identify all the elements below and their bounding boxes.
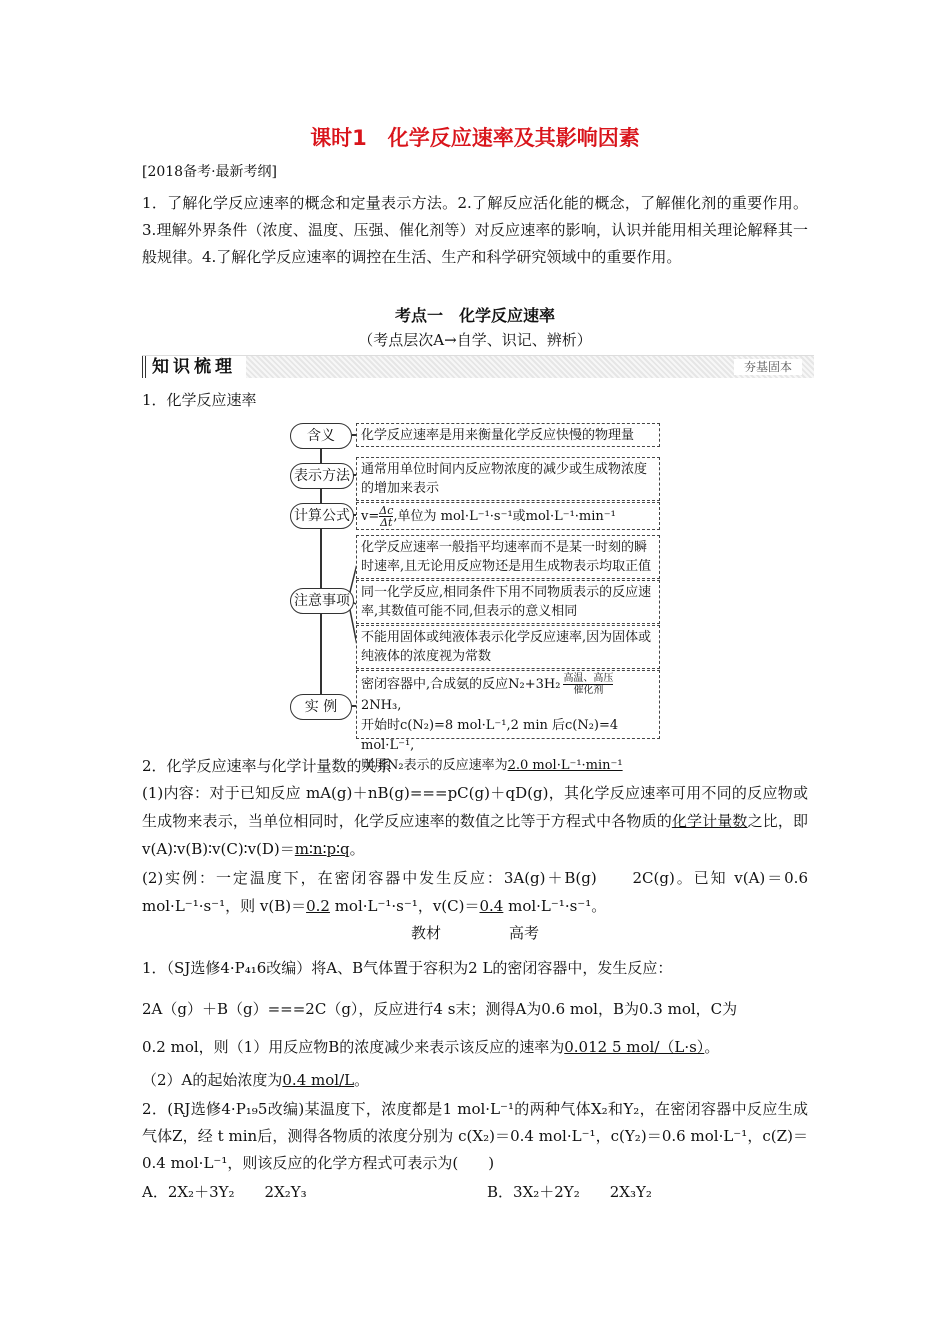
example-line2: 开始时c(N₂)=8 mol·L⁻¹,2 min 后c(N₂)=4 mol·L⁻¹, [361, 718, 619, 753]
q1-line2: 2A（g）＋B（g）===2C（g），反应进行4 s末；测得A为0.6 mol，B为0.3 mol，C为 [142, 1000, 738, 1018]
answer-vb: 0.2 [306, 897, 330, 915]
item2-heading: 2．化学反应速率与化学计量数的关系 [142, 757, 392, 775]
answer-coefficients: 化学计量数 [671, 812, 748, 830]
page-title: 课时1 化学反应速率及其影响因素 [310, 126, 640, 150]
box-expression: 通常用单位时间内反应物浓度的减少或生成物浓度的增加来表示 [356, 457, 660, 501]
section-subheading: （考点层次A→自学、识记、辨析） [358, 331, 592, 349]
box-formula [356, 502, 660, 530]
formula-fraction [379, 505, 393, 528]
box-meaning: 化学反应速率是用来衡量化学反应快慢的物理量 [356, 423, 660, 447]
example-condition: $\frac{\text{高温、高压}}{\text{催化剂}}$ [563, 673, 614, 696]
knowledge-banner [142, 355, 814, 378]
gaokao-label: 高考 [509, 924, 540, 942]
node-meaning: 含义 [290, 423, 352, 449]
box-example [356, 670, 660, 773]
answer-vc: 0.4 [479, 897, 504, 915]
node-formula: 计算公式 [290, 503, 354, 529]
box-note-average-rate: 化学反应速率一般指平均速率而不是某一时刻的瞬时速率,且无论用反应物还是用生成物表示均取正值 [356, 535, 660, 579]
q1-line1: 1．（SJ选修4·P₄₁6改编）将A、B气体置于容积为2 L的密闭容器中，发生反应： [142, 959, 673, 977]
syllabus-label: [2018备考·最新考纲] [142, 164, 278, 180]
banner-title: 知识梳理 [142, 356, 246, 378]
item2-content: (1)内容：对于已知反应 mA(g)＋nB(g)===pC(g)＋qD(g)，其化学反应速率可用不同的反应物或生成物来表示，当单位相同时，化学反应速率的数值之比等于方程式中各物质的化学计量数之比，即 v(A)∶v(B)∶v(C)∶v(D)＝m∶n∶p∶q。 [142, 784, 808, 858]
formula-suffix: ,单位为 mol·L⁻¹·s⁻¹或mol·L⁻¹·min⁻¹ [393, 509, 616, 524]
q2-stem: 2．(RJ选修4·P₁₉5改编)某温度下，浓度都是1 mol·L⁻¹的两种气体X₂和Y₂，在密闭容器中反应生成气体Z，经 t min后，测得各物质的浓度分别为 c(X₂)＝0.4 mol·L⁻¹，c(Y₂)＝0.6 mol·L⁻¹，c(Z)＝0.4 mol·L⁻¹，则该反应的化学方程式可表示为( ) [142, 1100, 808, 1172]
q2-option-b: B．3X₂＋2Y₂ 2X₃Y₂ [487, 1183, 652, 1201]
formula-prefix: v= [361, 509, 380, 524]
section-heading: 考点一 化学反应速率 [394, 306, 555, 325]
node-notes: 注意事项 [290, 588, 354, 614]
q1-line3: 0.2 mol，则（1）用反应物B的浓度减少来表示该反应的速率为0.012 5 mol/（L·s）。 [142, 1038, 720, 1056]
q2-option-a: A．2X₂＋3Y₂ 2X₂Y₃ [142, 1183, 307, 1201]
example-line3: 则用N₂表示的反应速率为2.0 mol·L⁻¹·min⁻¹ [361, 758, 623, 773]
textbook-label: 教材 [411, 924, 442, 942]
formula-denominator: Δt [380, 516, 393, 529]
item2-example: (2)实例：一定温度下，在密闭容器中发生反应：3A(g)＋B(g) 2C(g)。已知 v(A)＝0.6 mol·L⁻¹·s⁻¹，则 v(B)＝0.2 mol·L⁻¹·s⁻¹，v(C)＝0.4 mol·L⁻¹·s⁻¹。 [142, 869, 808, 915]
banner-tag: 夯基固本 [734, 359, 802, 375]
q1-answer-rate: 0.012 5 mol/（L·s） [564, 1038, 705, 1056]
concept-diagram [286, 420, 661, 773]
formula-numerator: Δc [379, 504, 394, 517]
box-note-no-solids: 不能用固体或纯液体表示化学反应速率,因为固体或纯液体的浓度视为常数 [356, 625, 660, 669]
example-answer: 2.0 mol·L⁻¹·min⁻¹ [507, 758, 623, 773]
q1-line4: （2）A的起始浓度为0.4 mol/L。 [142, 1071, 370, 1089]
q1-answer-concentration: 0.4 mol/L [282, 1071, 355, 1089]
node-example: 实 例 [290, 694, 352, 720]
syllabus-text: 1．了解化学反应速率的概念和定量表示方法。2.了解反应活化能的概念，了解催化剂的重要作用。3.理解外界条件（浓度、温度、压强、催化剂等）对反应速率的影响，认识并能用相关理论解释其一般规律。4.了解化学反应速率的调控在生活、生产和科学研究领域中的重要作用。 [142, 194, 808, 266]
item1-heading: 1．化学反应速率 [142, 391, 257, 409]
node-expression: 表示方法 [290, 463, 354, 489]
example-line1: 密闭容器中,合成氨的反应N₂+3H₂ $\frac{\text{高温、高压}}{\text{催化剂}}$ 2NH₃, [361, 673, 614, 713]
box-note-same-meaning: 同一化学反应,相同条件下用不同物质表示的反应速率,其数值可能不同,但表示的意义相同 [356, 580, 660, 624]
answer-ratio: m∶n∶p∶q [294, 840, 350, 858]
